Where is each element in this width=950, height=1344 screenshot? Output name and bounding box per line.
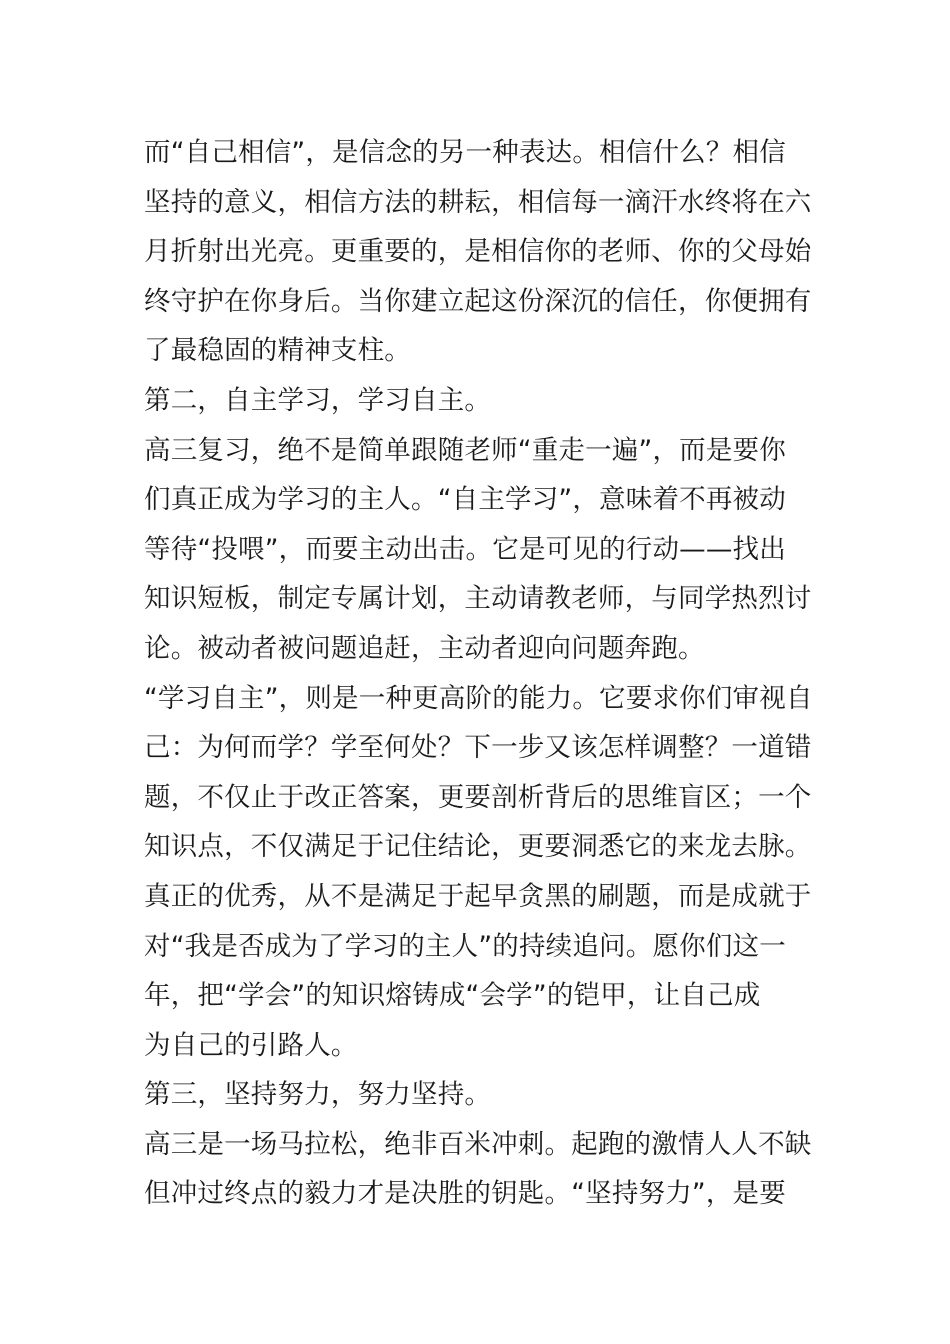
text-line: 月折射出光亮。更重要的，是相信你的老师、你的父母始 bbox=[144, 236, 812, 268]
text-line: 高三复习，绝不是简单跟随老师“重走一遍”，而是要你 bbox=[144, 434, 786, 466]
document-body bbox=[144, 128, 813, 1219]
text-line: 为自己的引路人。 bbox=[144, 1029, 358, 1061]
text-line: 高三是一场马拉松，绝非百米冲刺。起跑的激情人人不缺 bbox=[144, 1128, 812, 1160]
text-line: 终守护在你身后。当你建立起这份深沉的信任，你便拥有 bbox=[144, 285, 812, 317]
text-line: 而“自己相信”，是信念的另一种表达。相信什么？相信 bbox=[144, 137, 786, 168]
text-line: 们真正成为学习的主人。“自主学习”，意味着不再被动 bbox=[144, 484, 786, 516]
text-line: “学习自主”，则是一种更高阶的能力。它要求你们审视自 bbox=[144, 682, 813, 714]
text-line: 知识短板，制定专属计划，主动请教老师，与同学热烈讨 bbox=[144, 583, 812, 615]
text-line: 坚持的意义，相信方法的耕耘，相信每一滴汗水终将在六 bbox=[144, 186, 812, 218]
text-line: 论。被动者被问题追赶，主动者迎向问题奔跑。 bbox=[144, 632, 705, 664]
text-line: 对“我是否成为了学习的主人”的持续追问。愿你们这一 bbox=[144, 930, 786, 962]
text-line: 了最稳固的精神支柱。 bbox=[144, 335, 411, 367]
text-line: 等待“投喂”，而要主动出击。它是可见的行动——找出 bbox=[144, 533, 786, 565]
text-line: 真正的优秀，从不是满足于起早贪黑的刷题，而是成就于 bbox=[144, 880, 812, 912]
text-line: 己：为何而学？学至何处？下一步又该怎样调整？一道错 bbox=[144, 732, 812, 764]
text-line: 知识点，不仅满足于记住结论，更要洞悉它的来龙去脉。 bbox=[144, 831, 812, 863]
text-line: 年，把“学会”的知识熔铸成“会学”的铠甲，让自己成 bbox=[144, 980, 761, 1012]
section-heading: 第三，坚持努力，努力坚持。 bbox=[144, 1079, 492, 1111]
text-line: 题，不仅止于改正答案，更要剖析背后的思维盲区；一个 bbox=[144, 781, 812, 813]
section-heading: 第二，自主学习，学习自主。 bbox=[144, 384, 492, 416]
text-line: 但冲过终点的毅力才是决胜的钥匙。“坚持努力”，是要 bbox=[144, 1178, 786, 1210]
